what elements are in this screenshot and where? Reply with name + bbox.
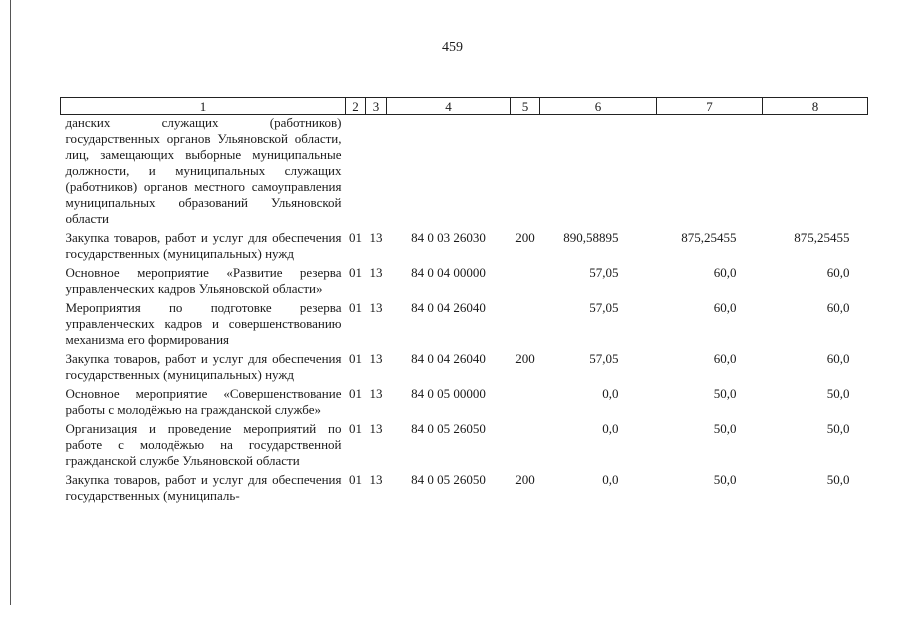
column-number-header: [61, 98, 868, 115]
amount-year-2: 875,25455: [681, 230, 737, 245]
column-header-7: 7: [657, 98, 763, 115]
expense-type-code: 200: [515, 472, 535, 487]
expense-type-code: [511, 300, 540, 351]
subsection-code: 13: [369, 300, 383, 315]
amount-year-2: 60,0: [713, 351, 737, 366]
table-row: [61, 115, 868, 231]
target-article-code: 84 0 05 00000: [411, 386, 486, 401]
section-code: 01: [349, 386, 362, 401]
amount-year-2: 60,0: [713, 265, 737, 280]
amount-year-3: 50,0: [826, 386, 850, 401]
amount-year-2: [657, 115, 763, 231]
target-article-code: [387, 115, 511, 231]
amount-year-2: 50,0: [713, 472, 737, 487]
amount-year-3: 50,0: [826, 421, 850, 436]
page-number: 459: [442, 40, 463, 55]
amount-year-3: 875,25455: [794, 230, 850, 245]
section-code: 01: [349, 300, 362, 315]
item-name: Закупка товаров, работ и услуг для обеспечения государственных (муниципаль-: [65, 472, 342, 503]
amount-year-2: 50,0: [713, 421, 737, 436]
section-code: 01: [349, 230, 362, 245]
item-name: Организация и проведение мероприятий по работе с молодёжью на государственной гражданской службе Ульяновской области: [65, 421, 342, 468]
amount-year-1: 0,0: [602, 472, 619, 487]
table-row: [61, 472, 868, 507]
subsection-code: 13: [369, 472, 383, 487]
target-article-code: 84 0 05 26050: [411, 421, 486, 436]
subsection-code: [366, 115, 387, 231]
section-code: 01: [349, 472, 362, 487]
subsection-code: 13: [369, 265, 383, 280]
section-code: 01: [349, 421, 362, 436]
amount-year-1: 57,05: [589, 351, 619, 366]
target-article-code: 84 0 05 26050: [411, 472, 486, 487]
subsection-code: 13: [369, 421, 383, 436]
amount-year-3: 50,0: [826, 472, 850, 487]
subsection-code: 13: [369, 230, 383, 245]
column-header-5: 5: [511, 98, 540, 115]
amount-year-3: 60,0: [826, 265, 850, 280]
column-header-3: 3: [366, 98, 387, 115]
item-name: Закупка товаров, работ и услуг для обеспечения государственных (муниципальных) нужд: [65, 351, 342, 382]
amount-year-3: [763, 115, 868, 231]
amount-year-1: 0,0: [602, 421, 619, 436]
amount-year-1: [540, 115, 657, 231]
amount-year-2: 50,0: [713, 386, 737, 401]
table-body: [61, 115, 868, 508]
table-row: [61, 300, 868, 351]
expense-type-code: 200: [515, 351, 535, 366]
expense-type-code: [511, 115, 540, 231]
expense-type-code: [511, 421, 540, 472]
column-header-8: 8: [763, 98, 868, 115]
item-name: Основное мероприятие «Развитие резерва управленческих кадров Ульяновской области»: [65, 265, 342, 296]
column-header-2: 2: [346, 98, 366, 115]
subsection-code: 13: [369, 386, 383, 401]
item-name: Основное мероприятие «Совершенствование работы с молодёжью на гражданской службе»: [65, 386, 342, 417]
target-article-code: 84 0 04 00000: [411, 265, 486, 280]
expense-type-code: [511, 265, 540, 300]
item-name: данских служащих (работников) государственных органов Ульяновской области, лиц, замещающих выборные муниципальные должности, и муниципальных служащих (работников) органов местного самоуправления муниципальных образований Ульяновской области: [65, 115, 342, 226]
expense-type-code: [511, 386, 540, 421]
amount-year-2: 60,0: [713, 300, 737, 315]
item-name: Закупка товаров, работ и услуг для обеспечения государственных (муниципальных) нужд: [65, 230, 342, 261]
target-article-code: 84 0 03 26030: [411, 230, 486, 245]
section-code: 01: [349, 351, 362, 366]
amount-year-3: 60,0: [826, 300, 850, 315]
section-code: 01: [349, 265, 362, 280]
amount-year-1: 57,05: [589, 300, 619, 315]
amount-year-1: 57,05: [589, 265, 619, 280]
column-header-6: 6: [540, 98, 657, 115]
amount-year-1: 890,58895: [563, 230, 619, 245]
table-row: [61, 386, 868, 421]
table-row: [61, 421, 868, 472]
column-header-4: 4: [387, 98, 511, 115]
target-article-code: 84 0 04 26040: [411, 351, 486, 366]
budget-table: [60, 97, 868, 507]
scan-margin-line: [10, 0, 11, 605]
subsection-code: 13: [369, 351, 383, 366]
expense-type-code: 200: [515, 230, 535, 245]
amount-year-3: 60,0: [826, 351, 850, 366]
table-row: [61, 351, 868, 386]
table-row: [61, 230, 868, 265]
column-header-1: 1: [61, 98, 346, 115]
target-article-code: 84 0 04 26040: [411, 300, 486, 315]
table-row: [61, 265, 868, 300]
amount-year-1: 0,0: [602, 386, 619, 401]
item-name: Мероприятия по подготовке резерва управленческих кадров и совершенствованию механизма его формирования: [65, 300, 342, 347]
section-code: [346, 115, 366, 231]
